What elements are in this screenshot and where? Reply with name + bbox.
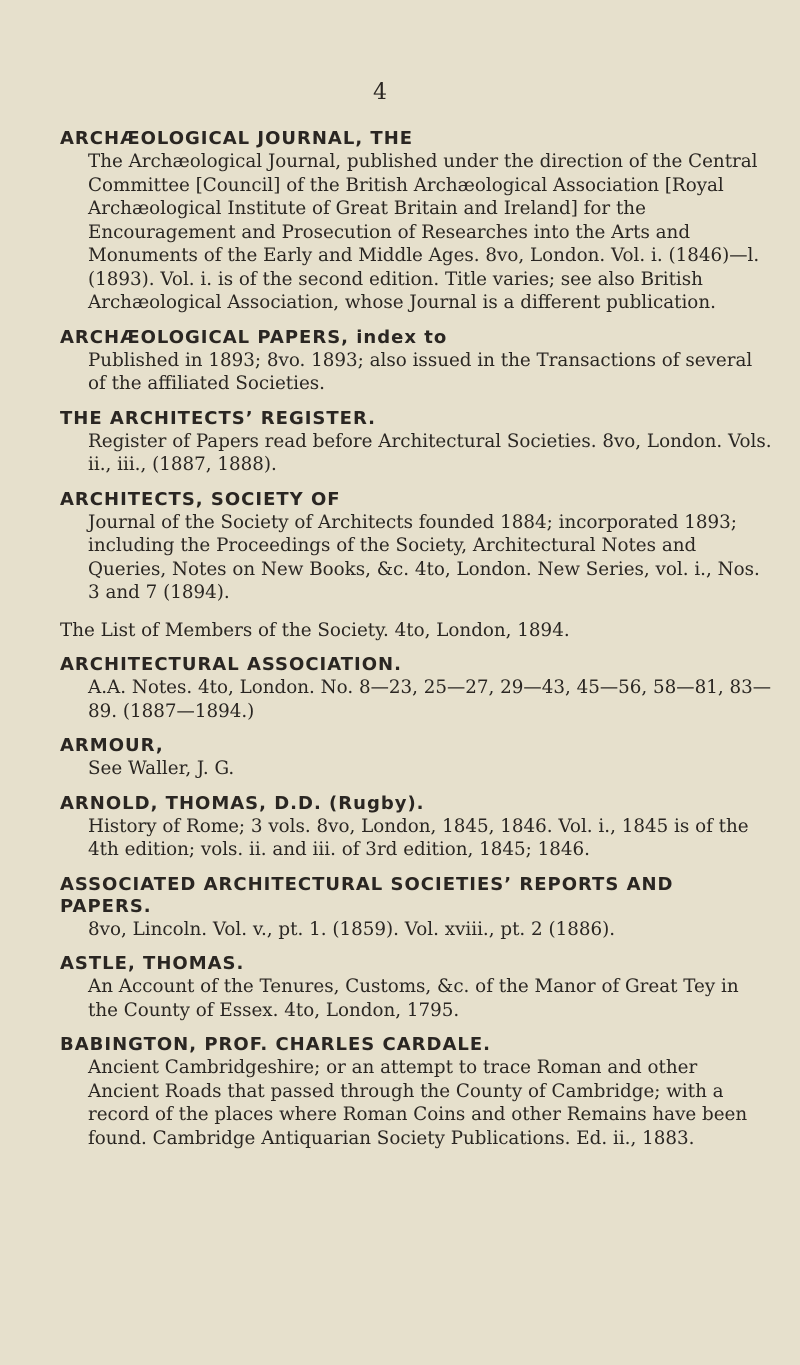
entry-text: A.A. Notes. 4to, London. No. 8—23, 25—27, 29—43, 45—56, 58—81, 83—89. (1887—1894.) — [88, 677, 771, 722]
entry-heading: ARCHÆOLOGICAL JOURNAL, THE — [60, 128, 414, 149]
entry-text: 8vo, Lincoln. Vol. v., pt. 1. (1859). Vol. xviii., pt. 2 (1886). — [88, 918, 616, 940]
entry-text: History of Rome; 3 vols. 8vo, London, 1845, 1846. Vol. i., 1845 is of the 4th edition; vols. ii. and iii. of 3rd edition, 1845; 1846. — [88, 815, 749, 860]
entry-architectural-association — [60, 654, 772, 723]
entry-text: Register of Papers read before Architectural Societies. 8vo, London. Vols. ii., iii., (1887, 1888). — [88, 430, 772, 475]
entry-heading: ARNOLD, THOMAS, D.D. (Rugby). — [60, 792, 425, 814]
entry-archaeological-papers — [60, 327, 772, 396]
entry-text: Journal of the Society of Architects founded 1884; incorporated 1893; including the Proceedings of the Society, Architectural Notes and Queries, Notes on New Books, &c. 4to, London. New Series, vol. i., Nos. 3 and 7 (1894). — [88, 511, 760, 603]
entry-text: Ancient Cambridgeshire; or an attempt to trace Roman and other Ancient Roads that passed through the County of Cambridge; with a record of the places where Roman Coins and other Remains have been found. Cambridge Antiquarian Society Publications. Ed. ii., 1883. — [88, 1057, 748, 1149]
entry-architects-society — [60, 489, 772, 643]
entry-archaeological-journal — [60, 128, 772, 315]
entry-astle-thomas — [60, 953, 772, 1022]
entry-armour — [60, 735, 772, 781]
page-number: 4 — [373, 80, 387, 105]
entry-text: See Waller, J. G. — [88, 758, 235, 779]
entry-heading: THE ARCHITECTS’ REGISTER. — [60, 407, 376, 429]
entry-text: An Account of the Tenures, Customs, &c. of the Manor of Great Tey in the County of Essex. 4to, London, 1795. — [88, 976, 739, 1021]
entry-heading: ARCHITECTURAL ASSOCIATION. — [60, 654, 402, 675]
entry-heading: ASSOCIATED ARCHITECTURAL SOCIETIES’ REPORTS AND PAPERS. — [60, 873, 674, 917]
entry-heading: BABINGTON, PROF. CHARLES CARDALE. — [60, 1034, 491, 1055]
entry-heading: ARCHITECTS, SOCIETY OF — [60, 488, 341, 510]
entry-architects-register — [60, 408, 772, 477]
entry-text: Published in 1893; 8vo. 1893; also issued in the Transactions of several of the affiliated Societies. — [88, 349, 753, 394]
entry-text: The Archæological Journal, published under the direction of the Central Committee [Council] of the British Archæological Association [Royal Archæological Institute of Great Britain and Ireland] for the Encouragement and Prosecution of Researches into the Arts and Monuments of the Early and Middle Ages. 8vo, London. Vol. i. (1846)—l. (1893). Vol. i. is of the second edition. Title varies; see also British Archæological Association, whose Journal is a different publication. — [88, 151, 760, 313]
entry-list — [60, 128, 772, 1162]
entry-heading: ARCHÆOLOGICAL PAPERS, index to — [60, 326, 448, 348]
entry-subtext: The List of Members of the Society. 4to, London, 1894. — [60, 619, 570, 641]
entry-arnold-thomas — [60, 793, 772, 862]
entry-heading: ASTLE, THOMAS. — [60, 953, 245, 974]
entry-babington-charles — [60, 1034, 772, 1150]
entry-associated-architectural-societies — [60, 874, 772, 942]
entry-heading: ARMOUR, — [60, 735, 164, 756]
